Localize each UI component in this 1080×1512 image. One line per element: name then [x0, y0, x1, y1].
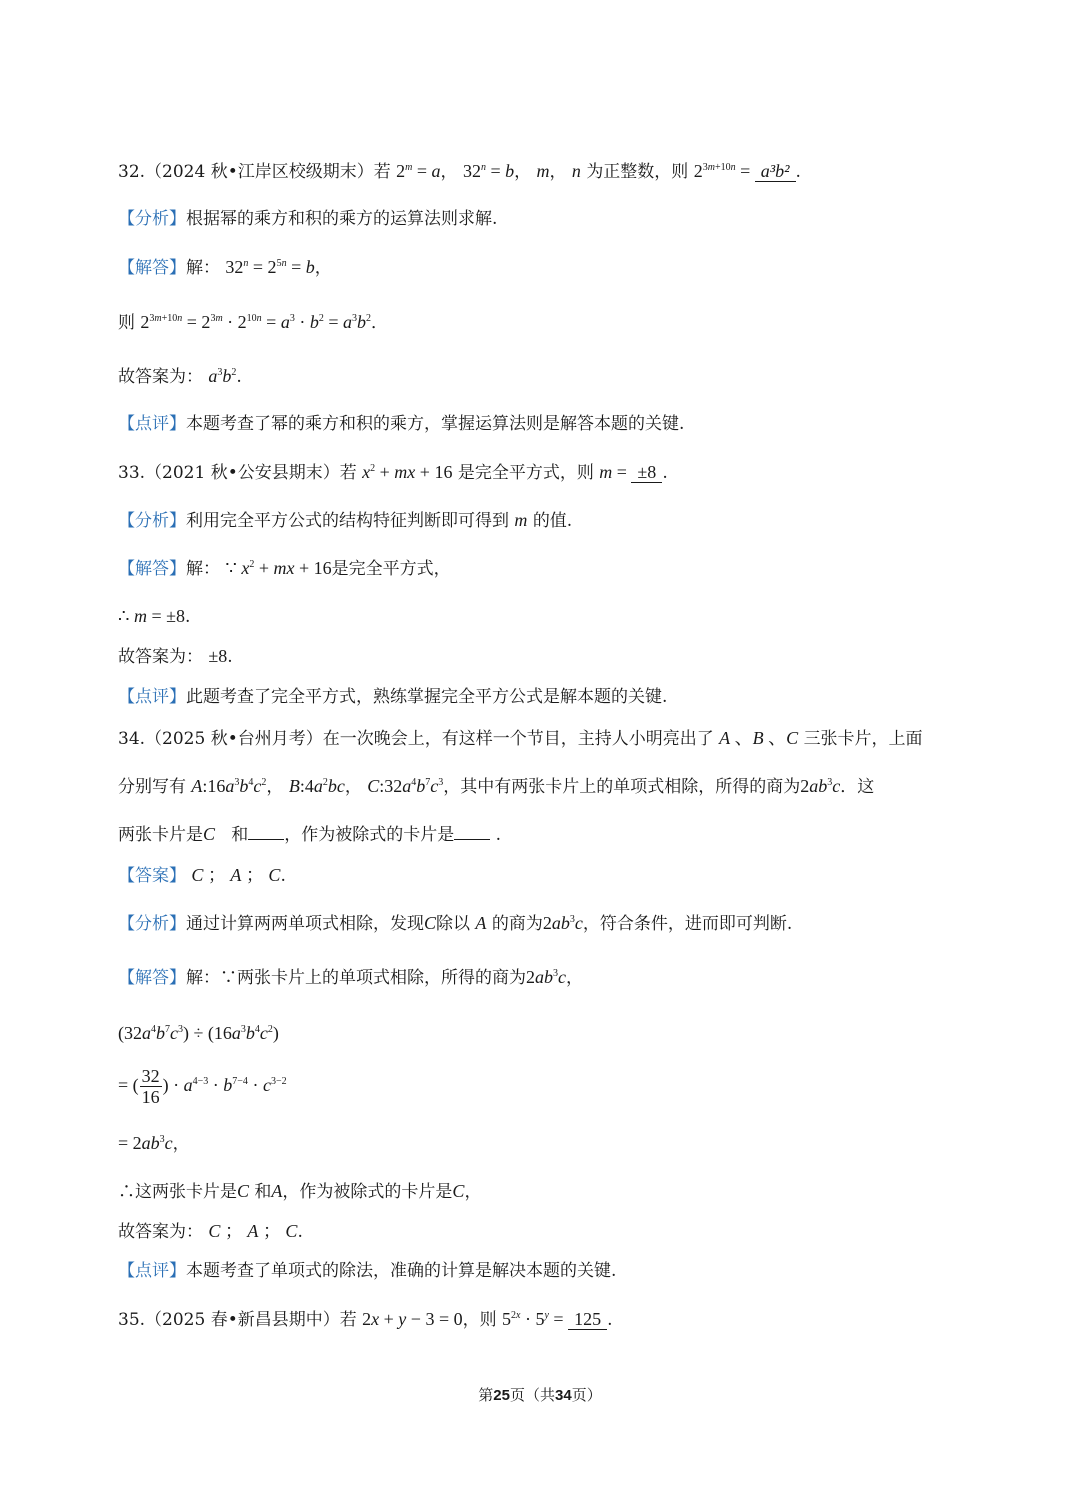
q33-step2: ∴ m = ±8.	[118, 606, 191, 627]
q34-conclusion: ∴这两张卡片是C 和A，作为被除式的卡片是C，	[118, 1181, 482, 1202]
q32-question: 32.（2024 秋•江岸区校级期末）若 $2^m = a$， $32^n = b$， m， n 为正整数，则 $2^{3m+10n} = a^3b^2$ .	[118, 161, 801, 182]
q33-comment: 【点评】此题考查了完全平方式，熟练掌握完全平方公式是解本题的关键.	[118, 687, 668, 707]
q32-final: 故答案为： $a^3b^2$.	[118, 366, 242, 387]
q34-question-line3: 两张卡片是C 和 ，作为被除式的卡片是 .	[118, 821, 980, 848]
page-number: 25	[493, 1387, 510, 1404]
q32-step2: 则 $2^{3m+10n} = 2^{3m} \cdot 2^{10n} = a^3 \cdot b^2 = a^3b^2$．	[118, 312, 388, 333]
q34-answer: 【答案】 C ； A ； C.	[118, 865, 286, 886]
q33-answer: ±8	[631, 462, 662, 483]
q33-analysis: 【分析】利用完全平方公式的结构特征判断即可得到 m 的值.	[118, 510, 573, 531]
q34-step3: = $2ab^3c$，	[118, 1133, 190, 1154]
q34-step2: = ( $\frac{32}{16}$ ) · $a^{4-3} \cdot b^{7-4} \cdot c^{3-2}$	[118, 1066, 287, 1108]
q34-solution: 【解答】解：∵两张卡片上的单项式相除，所得的商为$2ab^3c$，	[118, 967, 583, 988]
q34-analysis: 【分析】通过计算两两单项式相除，发现C除以 A 的商为$2ab^3c$，符合条件，进而即可判断.	[118, 913, 793, 934]
q34-question-line2: 分别写有 $A:16a^3b^4c^2$， $B:4a^2bc$， $C:32a^4b^7c^3$，其中有两张卡片上的单项式相除，所得的商为$2ab^3c$．这	[118, 776, 875, 797]
q32-analysis: 【分析】根据幂的乘方和积的乘方的运算法则求解.	[118, 209, 498, 229]
q34-question-line1: 34.（2025 秋•台州月考）在一次晚会上，有这样一个节目，主持人小明亮出了 A 、B 、C 三张卡片，上面	[118, 728, 923, 749]
q35-answer: 125	[568, 1309, 607, 1330]
page-footer: 第25页（共34页）	[478, 1386, 602, 1404]
q34-final: 故答案为： C ； A ； C.	[118, 1221, 303, 1242]
page-total: 34	[555, 1387, 572, 1404]
q33-question: 33.（2021 秋•公安县期末）若 $x^2$ + mx + 16 是完全平方式，则 m = ±8 .	[118, 462, 668, 483]
q33-final: 故答案为： ±8.	[118, 646, 233, 667]
q32-answer: a³b²	[755, 161, 796, 182]
q33-solution: 【解答】解： ∵ $x^2$ + mx + 16是完全平方式，	[118, 558, 451, 579]
q32-comment: 【点评】本题考查了幂的乘方和积的乘方，掌握运算法则是解答本题的关键.	[118, 414, 685, 434]
q34-step1: $(32a^4b^7c^3) \div (16a^3b^4c^2)$	[118, 1023, 279, 1043]
q34-comment: 【点评】本题考查了单项式的除法，准确的计算是解决本题的关键.	[118, 1261, 617, 1281]
q32-solution: 【解答】解： $32^n = 2^{5n} = b$，	[118, 257, 332, 278]
q35-question: 35.（2025 春•新昌县期中）若 2x + y − 3 = 0，则 $5^{2x} \cdot 5^y = 125$ .	[118, 1309, 613, 1330]
